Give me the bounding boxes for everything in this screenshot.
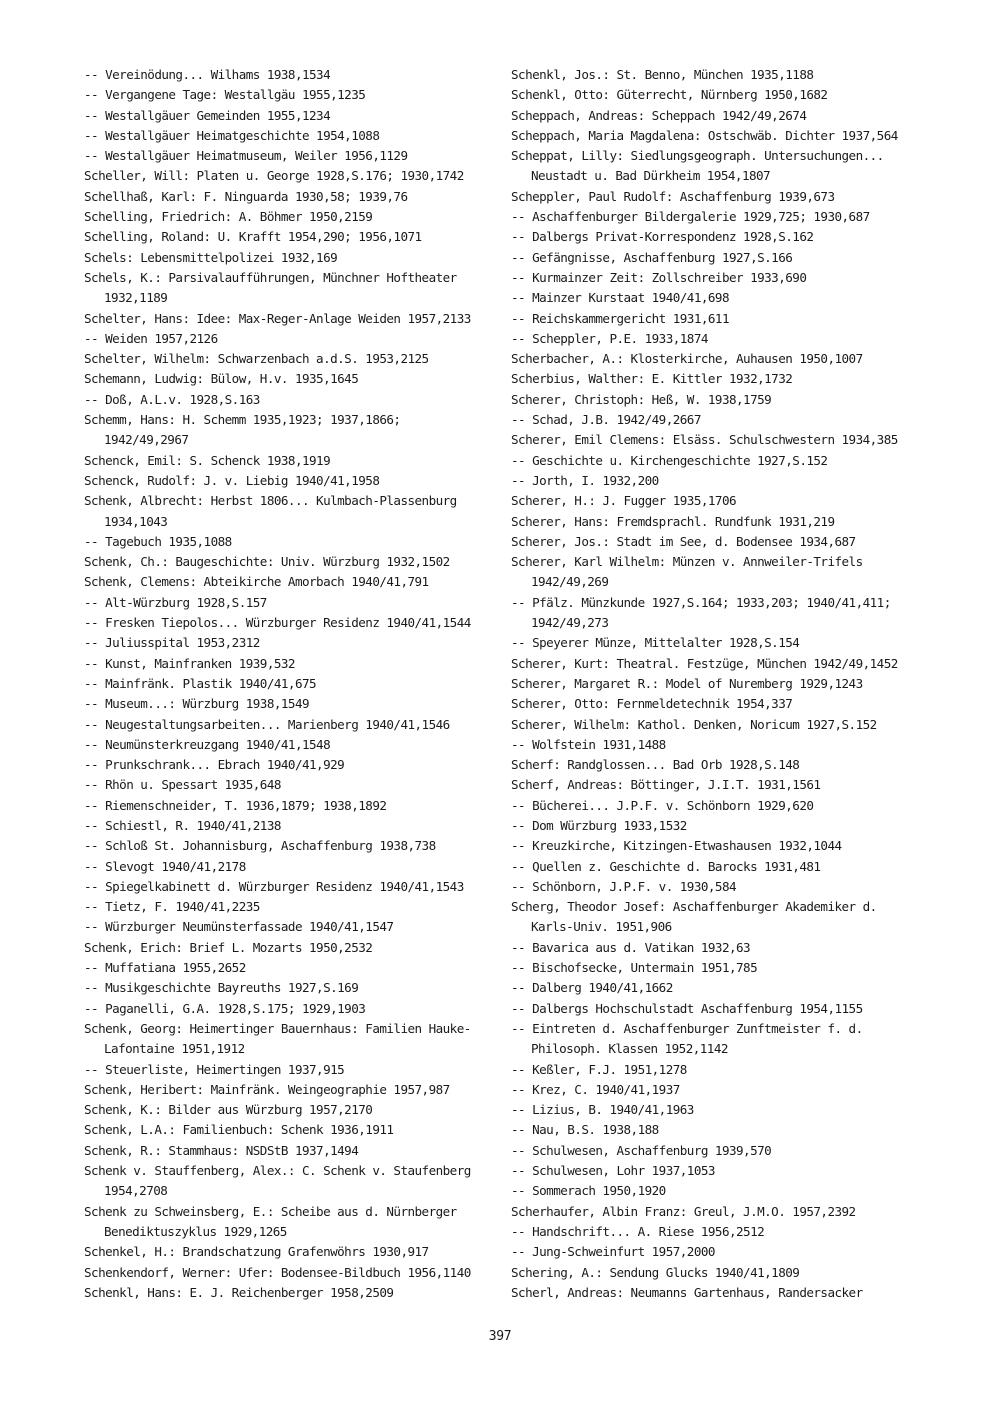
index-entry: Schenkl, Jos.: St. Benno, München 1935,1188 bbox=[511, 67, 814, 82]
index-entry: -- Fresken Tiepolos... Würzburger Residenz 1940/41,1544 bbox=[84, 615, 471, 631]
index-entry: -- Jorth, I. 1932,200 bbox=[511, 472, 659, 488]
index-entry: Schels: Lebensmittelpolizei 1932,169 bbox=[84, 249, 338, 265]
index-entry: -- Dalberg 1940/41,1662 bbox=[511, 980, 673, 996]
index-entry: -- Kunst, Mainfranken 1939,532 bbox=[84, 655, 295, 671]
index-entry: -- Krez, C. 1940/41,1937 bbox=[511, 1081, 680, 1097]
index-entry: -- Lizius, B. 1940/41,1963 bbox=[511, 1102, 694, 1118]
index-entry: -- Handschrift... A. Riese 1956,2512 bbox=[511, 1223, 765, 1239]
index-entry: Schelling, Roland: U. Krafft 1954,290; 1956,1071 bbox=[84, 229, 422, 245]
index-entry: -- Neugestaltungsarbeiten... Marienberg 1940/41,1546 bbox=[84, 716, 450, 732]
index-entry: Schelter, Hans: Idee: Max-Reger-Anlage Weiden 1957,2133 bbox=[84, 310, 471, 326]
index-entry: Scheppach, Andreas: Scheppach 1942/49,2674 bbox=[511, 107, 807, 123]
index-entry: -- Aschaffenburger Bildergalerie 1929,725; 1930,687 bbox=[511, 209, 870, 225]
index-entry: Schenkendorf, Werner: Ufer: Bodensee-Bildbuch 1956,1140 bbox=[84, 1264, 471, 1280]
index-entry: -- Alt-Würzburg 1928,S.157 bbox=[84, 594, 267, 610]
index-entry: Scherer, Karl Wilhelm: Münzen v. Annweiler-Trifels 1942/49,269 bbox=[511, 554, 863, 590]
index-entry: -- Museum...: Würzburg 1938,1549 bbox=[84, 696, 310, 712]
index-entry: -- Bavarica aus d. Vatikan 1932,63 bbox=[511, 939, 751, 955]
index-entry: Schelling, Friedrich: A. Böhmer 1950,2159 bbox=[84, 209, 373, 225]
index-entry: Scherer, Emil Clemens: Elsäss. Schulschwestern 1934,385 bbox=[511, 432, 898, 448]
index-entry: Schenkl, Hans: E. J. Reichenberger 1958,2509 bbox=[84, 1284, 394, 1300]
index-entry: Scherer, H.: J. Fugger 1935,1706 bbox=[511, 493, 737, 509]
index-entry: -- Kurmainzer Zeit: Zollschreiber 1933,690 bbox=[511, 269, 807, 285]
index-entry: -- Mainzer Kurstaat 1940/41,698 bbox=[511, 290, 729, 306]
index-entry: Schels, K.: Parsivalaufführungen, Münchner Hoftheater 1932,1189 bbox=[84, 269, 457, 306]
index-entry: -- Pfälz. Münzkunde 1927,S.164; 1933,203; 1940/41,411; 1942/49,273 bbox=[511, 594, 891, 631]
index-entry: -- Westallgäuer Gemeinden 1955,1234 bbox=[84, 107, 331, 123]
index-entry: Scherg, Theodor Josef: Aschaffenburger Akademiker d. Karls-Univ. 1951,906 bbox=[511, 899, 877, 935]
index-entry: -- Schulwesen, Lohr 1937,1053 bbox=[511, 1163, 715, 1179]
index-entry: -- Quellen z. Geschichte d. Barocks 1931,481 bbox=[511, 858, 821, 874]
index-entry: -- Bücherei... J.P.F. v. Schönborn 1929,620 bbox=[511, 797, 814, 813]
index-entry: -- Westallgäuer Heimatmuseum, Weiler 1956,1129 bbox=[84, 148, 408, 164]
index-entry: -- Riemenschneider, T. 1936,1879; 1938,1892 bbox=[84, 797, 387, 813]
index-entry: Scherer, Hans: Fremdsprachl. Rundfunk 1931,219 bbox=[511, 513, 835, 529]
index-entry: Schering, A.: Sendung Glucks 1940/41,1809 bbox=[511, 1264, 800, 1280]
index-entry: -- Keßler, F.J. 1951,1278 bbox=[511, 1061, 687, 1077]
index-entry: Scheppat, Lilly: Siedlungsgeograph. Untersuchungen... Neustadt u. Bad Dürkheim 1954,1807 bbox=[511, 148, 884, 184]
index-entry: -- Musikgeschichte Bayreuths 1927,S.169 bbox=[84, 980, 359, 996]
index-entry: Scherbius, Walther: E. Kittler 1932,1732 bbox=[511, 371, 793, 387]
index-entry: -- Schloß St. Johannisburg, Aschaffenburg 1938,738 bbox=[84, 838, 436, 854]
index-entry: Schenk, Clemens: Abteikirche Amorbach 1940/41,791 bbox=[84, 574, 429, 590]
index-entry: -- Vereinödung... Wilhams 1938,1534 bbox=[84, 67, 331, 82]
index-entry: -- Paganelli, G.A. 1928,S.175; 1929,1903 bbox=[84, 1000, 366, 1016]
index-entry: Scherer, Kurt: Theatral. Festzüge, München 1942/49,1452 bbox=[511, 655, 898, 671]
index-entry: -- Weiden 1957,2126 bbox=[84, 330, 218, 346]
index-entry: Scherhaufer, Albin Franz: Greul, J.M.O. 1957,2392 bbox=[511, 1203, 856, 1219]
index-entry: -- Tietz, F. 1940/41,2235 bbox=[84, 899, 260, 915]
index-entry: Schemann, Ludwig: Bülow, H.v. 1935,1645 bbox=[84, 371, 359, 387]
index-entry: -- Kreuzkirche, Kitzingen-Etwashausen 1932,1044 bbox=[511, 838, 842, 854]
index-entry: -- Muffatiana 1955,2652 bbox=[84, 960, 246, 976]
index-entry: -- Schiestl, R. 1940/41,2138 bbox=[84, 817, 281, 833]
index-entry: Scheppler, Paul Rudolf: Aschaffenburg 1939,673 bbox=[511, 188, 835, 204]
index-entry: -- Speyerer Münze, Mittelalter 1928,S.154 bbox=[511, 635, 800, 651]
index-entry: Schenk, R.: Stammhaus: NSDStB 1937,1494 bbox=[84, 1142, 359, 1158]
index-entry: Schenkl, Otto: Güterrecht, Nürnberg 1950,1682 bbox=[511, 87, 828, 103]
index-entry: -- Würzburger Neumünsterfassade 1940/41,1547 bbox=[84, 919, 394, 935]
index-entry: Schenck, Emil: S. Schenck 1938,1919 bbox=[84, 452, 331, 468]
index-entry: -- Dom Würzburg 1933,1532 bbox=[511, 817, 687, 833]
index-entry: -- Scheppler, P.E. 1933,1874 bbox=[511, 330, 708, 346]
index-entry: -- Rhön u. Spessart 1935,648 bbox=[84, 777, 281, 793]
index-entry: -- Schad, J.B. 1942/49,2667 bbox=[511, 412, 701, 428]
index-entry: -- Spiegelkabinett d. Würzburger Residenz 1940/41,1543 bbox=[84, 878, 464, 894]
index-entry: -- Dalbergs Privat-Korrespondenz 1928,S.162 bbox=[511, 229, 814, 245]
index-entry: -- Doß, A.L.v. 1928,S.163 bbox=[84, 391, 260, 407]
index-entry: Scherf: Randglossen... Bad Orb 1928,S.148 bbox=[511, 757, 800, 773]
index-entry: Schelter, Wilhelm: Schwarzenbach a.d.S. 1953,2125 bbox=[84, 351, 429, 367]
index-entry: Scherf, Andreas: Böttinger, J.I.T. 1931,1561 bbox=[511, 777, 821, 793]
index-entry: Schenk zu Schweinsberg, E.: Scheibe aus d. Nürnberger Benediktuszyklus 1929,1265 bbox=[84, 1203, 457, 1239]
index-entry: Schenk, K.: Bilder aus Würzburg 1957,2170 bbox=[84, 1102, 373, 1118]
index-entry: -- Geschichte u. Kirchengeschichte 1927,S.152 bbox=[511, 452, 828, 468]
index-entry: Scherbacher, A.: Klosterkirche, Auhausen 1950,1007 bbox=[511, 351, 863, 367]
index-entry: -- Wolfstein 1931,1488 bbox=[511, 736, 666, 752]
right-index-column bbox=[511, 65, 921, 1303]
index-entry: Scherer, Christoph: Heß, W. 1938,1759 bbox=[511, 391, 772, 407]
index-entry: -- Eintreten d. Aschaffenburger Zunftmeister f. d. Philosoph. Klassen 1952,1142 bbox=[511, 1020, 863, 1057]
index-entry: -- Nau, B.S. 1938,188 bbox=[511, 1122, 659, 1138]
index-entry: -- Dalbergs Hochschulstadt Aschaffenburg 1954,1155 bbox=[511, 1000, 863, 1016]
index-entry: -- Vergangene Tage: Westallgäu 1955,1235 bbox=[84, 87, 366, 103]
index-entry: -- Bischofsecke, Untermain 1951,785 bbox=[511, 960, 758, 976]
index-entry: Scherer, Wilhelm: Kathol. Denken, Noricum 1927,S.152 bbox=[511, 716, 877, 732]
index-entry: -- Tagebuch 1935,1088 bbox=[84, 533, 232, 549]
index-entry: -- Steuerliste, Heimertingen 1937,915 bbox=[84, 1061, 345, 1077]
index-entry: Schenk, Heribert: Mainfränk. Weingeographie 1957,987 bbox=[84, 1081, 450, 1097]
index-entry: Schenk v. Stauffenberg, Alex.: C. Schenk v. Staufenberg 1954,2708 bbox=[84, 1163, 471, 1199]
index-entry: -- Westallgäuer Heimatgeschichte 1954,1088 bbox=[84, 127, 380, 143]
index-entry: Schenkel, H.: Brandschatzung Grafenwöhrs 1930,917 bbox=[84, 1244, 429, 1260]
index-entry: -- Schönborn, J.P.F. v. 1930,584 bbox=[511, 878, 737, 894]
index-entry: -- Sommerach 1950,1920 bbox=[511, 1183, 666, 1199]
index-entry: -- Slevogt 1940/41,2178 bbox=[84, 858, 246, 874]
index-entry: -- Mainfränk. Plastik 1940/41,675 bbox=[84, 675, 317, 691]
index-entry: Schenk, Erich: Brief L. Mozarts 1950,2532 bbox=[84, 939, 373, 955]
index-entry: -- Prunkschrank... Ebrach 1940/41,929 bbox=[84, 757, 345, 773]
index-entry: -- Gefängnisse, Aschaffenburg 1927,S.166 bbox=[511, 249, 793, 265]
index-entry: Schenk, Albrecht: Herbst 1806... Kulmbach-Plassenburg 1934,1043 bbox=[84, 493, 457, 529]
index-entry: Schenk, L.A.: Familienbuch: Schenk 1936,1911 bbox=[84, 1122, 394, 1138]
index-entry: -- Schulwesen, Aschaffenburg 1939,570 bbox=[511, 1142, 772, 1158]
index-entry: Scherer, Margaret R.: Model of Nuremberg 1929,1243 bbox=[511, 675, 863, 691]
index-entry: -- Juliusspital 1953,2312 bbox=[84, 635, 260, 651]
index-entry: Scheppach, Maria Magdalena: Ostschwäb. Dichter 1937,564 bbox=[511, 127, 898, 143]
index-entry: Schenk, Ch.: Baugeschichte: Univ. Würzburg 1932,1502 bbox=[84, 554, 450, 570]
index-entry: -- Reichskammergericht 1931,611 bbox=[511, 310, 729, 326]
index-entry: -- Jung-Schweinfurt 1957,2000 bbox=[511, 1244, 715, 1260]
index-entry: Schemm, Hans: H. Schemm 1935,1923; 1937,1866; 1942/49,2967 bbox=[84, 412, 401, 448]
index-entry: -- Neumünsterkreuzgang 1940/41,1548 bbox=[84, 736, 331, 752]
index-entry: Scherer, Otto: Fernmeldetechnik 1954,337 bbox=[511, 696, 793, 712]
index-entry: Scheller, Will: Platen u. George 1928,S.176; 1930,1742 bbox=[84, 168, 464, 184]
page-number: 397 bbox=[488, 1329, 512, 1344]
index-entry: Schenk, Georg: Heimertinger Bauernhaus: Familien Hauke-Lafontaine 1951,1912 bbox=[84, 1020, 471, 1057]
index-entry: Schenck, Rudolf: J. v. Liebig 1940/41,1958 bbox=[84, 472, 380, 488]
index-entry: Schellhaß, Karl: F. Ninguarda 1930,58; 1939,76 bbox=[84, 188, 408, 204]
index-entry: Scherl, Andreas: Neumanns Gartenhaus, Randersacker bbox=[511, 1284, 863, 1300]
left-index-column bbox=[84, 65, 484, 1303]
index-entry: Scherer, Jos.: Stadt im See, d. Bodensee 1934,687 bbox=[511, 533, 856, 549]
